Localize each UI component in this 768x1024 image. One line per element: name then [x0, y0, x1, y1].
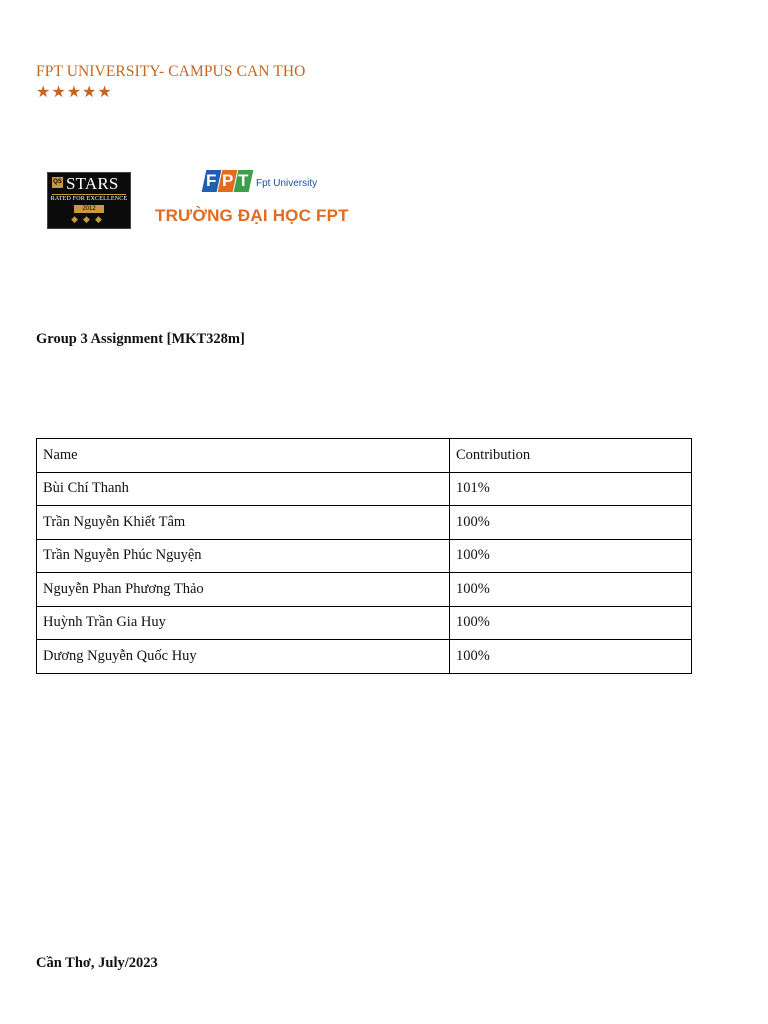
header-contribution: Contribution — [450, 439, 692, 473]
contribution-table — [36, 438, 692, 674]
fpt-vietnamese-name: TRƯỜNG ĐẠI HỌC FPT — [155, 206, 349, 225]
member-name: Trần Nguyễn Phúc Nguyện — [37, 539, 450, 573]
table-row — [37, 539, 692, 573]
qs-year: 2012 — [74, 205, 104, 213]
member-name: Dương Nguyễn Quốc Huy — [37, 640, 450, 674]
qs-mark: QS — [52, 177, 63, 188]
fpt-tagline: Fpt University — [256, 178, 318, 189]
table-row — [37, 472, 692, 506]
header-name: Name — [37, 439, 450, 473]
member-contribution: 100% — [450, 506, 692, 540]
university-title: FPT UNIVERSITY- CAMPUS CAN THO — [36, 63, 306, 80]
member-name: Huỳnh Trần Gia Huy — [37, 606, 450, 640]
fpt-letter-p: P — [218, 170, 238, 192]
rating-stars: ★★★★★ — [36, 84, 113, 101]
table-row — [37, 573, 692, 607]
qs-stars-word: STARS — [66, 174, 119, 193]
member-name: Trần Nguyễn Khiết Tâm — [37, 506, 450, 540]
table-header-row — [37, 439, 692, 473]
qs-stars-logo — [47, 172, 131, 229]
fpt-letter-t: T — [234, 170, 254, 192]
member-name: Bùi Chí Thanh — [37, 472, 450, 506]
table-row — [37, 606, 692, 640]
qs-star-icons: ◆◆◆ — [71, 214, 107, 224]
assignment-title: Group 3 Assignment [MKT328m] — [36, 331, 245, 347]
fpt-letter-f: F — [202, 170, 222, 192]
member-contribution: 100% — [450, 606, 692, 640]
member-name: Nguyễn Phan Phương Thảo — [37, 573, 450, 607]
member-contribution: 100% — [450, 573, 692, 607]
qs-divider — [52, 194, 126, 195]
qs-rated-text: RATED FOR EXCELLENCE — [50, 196, 128, 202]
member-contribution: 100% — [450, 640, 692, 674]
member-contribution: 100% — [450, 539, 692, 573]
place-date: Cần Thơ, July/2023 — [36, 955, 158, 971]
member-contribution: 101% — [450, 472, 692, 506]
fpt-university-logo — [155, 168, 360, 230]
table-row — [37, 506, 692, 540]
table-row — [37, 640, 692, 674]
